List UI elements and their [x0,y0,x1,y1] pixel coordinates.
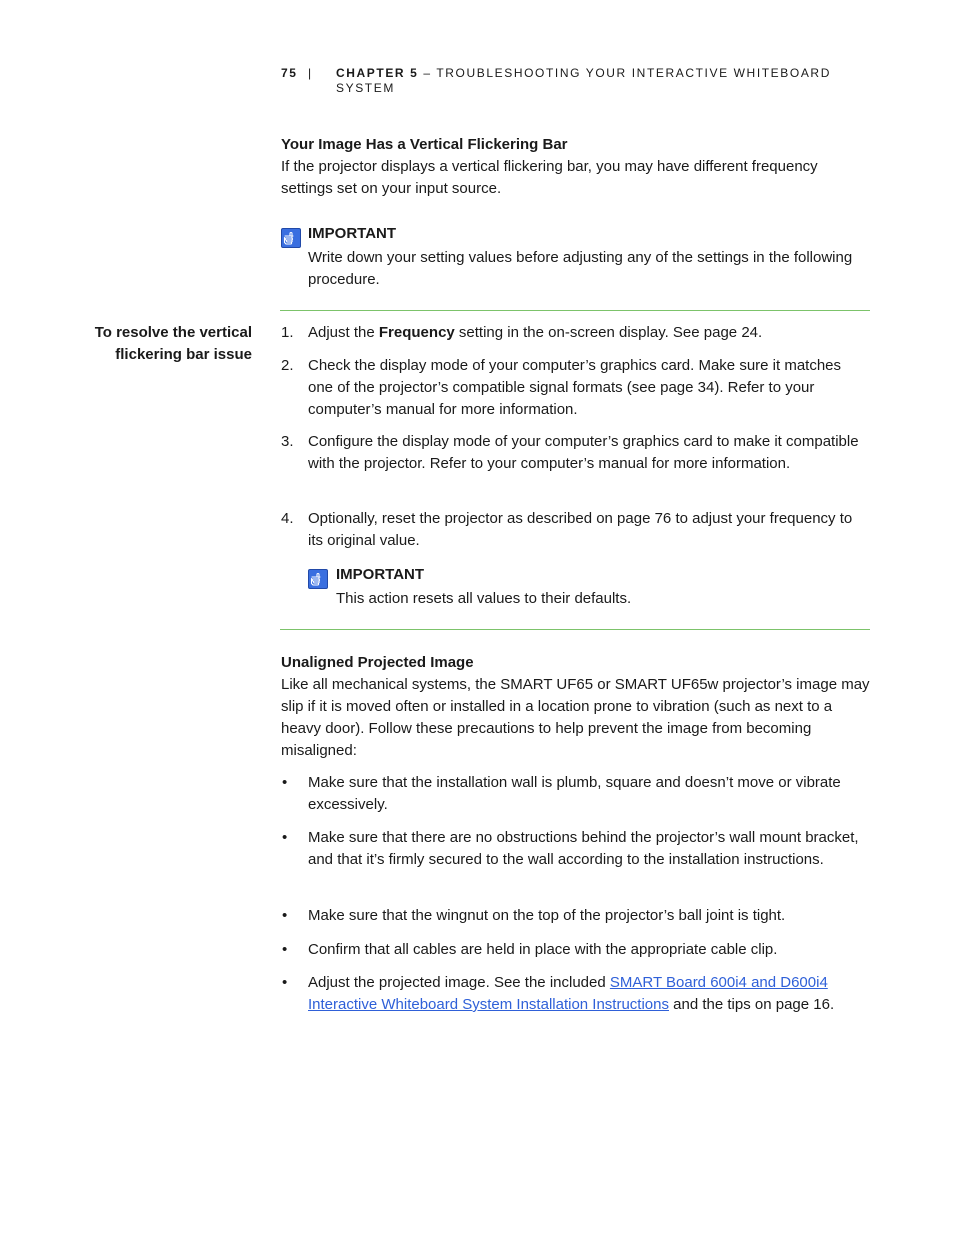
step-number: 4. [281,510,294,527]
bullet-text: Confirm that all cables are held in place with the appropriate cable clip. [308,941,778,958]
pointing-hand-icon [308,569,328,589]
bullet-text: Make sure that the wingnut on the top of the projector’s ball joint is tight. [308,907,786,924]
bullet-text: Make sure that there are no obstructions behind the projector’s wall mount bracket, and that it’s firmly secured to the wall according to the installation instructions. [308,829,859,868]
step-number: 2. [281,357,294,374]
bullet-text-post: and the tips on page 16. [669,996,835,1013]
step-number: 1. [281,324,294,341]
chapter-name: – TROUBLESHOOTING YOUR INTERACTIVE WHITEBOARD SYSTEM [336,66,831,95]
bullet-text: Make sure that the installation wall is plumb, square and doesn’t move or vibrate excessively. [308,774,841,813]
section-title-unaligned: Unaligned Projected Image [281,654,474,671]
section-body-unaligned: Like all mechanical systems, the SMART UF65 or SMART UF65w projector’s image may slip if it is moved often or installed in a location prone to vibration (such as next to a heavy door). Follow these precautions to help prevent the image from becoming misaligned: [281,676,870,759]
step-text-pre: Adjust the [308,324,379,341]
step-text: Configure the display mode of your computer’s graphics card to make it compatible with the projector. Refer to your computer’s manual for more information. [308,433,859,472]
step-text: Check the display mode of your computer’s graphics card. Make sure it matches one of the projector’s compatible signal formats (see page 34). Refer to your computer’s manual for more information. [308,357,842,418]
section-body-flickering: If the projector displays a vertical flickering bar, you may have different frequency settings set on your input source. [281,158,818,197]
divider-rule [280,629,870,630]
section-title-flickering: Your Image Has a Vertical Flickering Bar [281,136,568,153]
important-text: This action resets all values to their defaults. [336,590,632,607]
procedure-heading-line-2: flickering bar issue [115,346,252,363]
procedure-heading-line-1: To resolve the vertical [94,324,252,341]
step-text: Optionally, reset the projector as described on page 76 to adjust your frequency to its original value. [308,510,853,549]
bullet-marker: • [282,941,288,958]
step-text [308,322,868,344]
bullet-text [308,972,868,1016]
important-label: IMPORTANT [308,225,397,242]
divider-rule [280,310,870,311]
procedure-heading [52,322,252,366]
bullet-marker: • [282,907,288,924]
bullet-marker: • [282,974,288,991]
installation-instructions-link[interactable]: SMART Board 600i4 and D600i4 Interactive Whiteboard System Installation Instructions [308,974,828,1013]
important-text: Write down your setting values before adjusting any of the settings in the following procedure. [308,249,853,288]
step-number: 3. [281,433,294,450]
bullet-marker: • [282,774,288,791]
important-label: IMPORTANT [336,566,425,583]
page-number: 75 [281,66,298,80]
bullet-marker: • [282,829,288,846]
chapter-label: CHAPTER 5 [336,66,419,80]
bullet-text-pre: Adjust the projected image. See the included [308,974,610,991]
chapter-title [336,66,856,96]
step-text-post: setting in the on-screen display. See page 24. [454,324,763,341]
pointing-hand-icon [281,228,301,248]
header-separator: | [308,66,313,80]
frequency-term: Frequency [378,324,455,341]
